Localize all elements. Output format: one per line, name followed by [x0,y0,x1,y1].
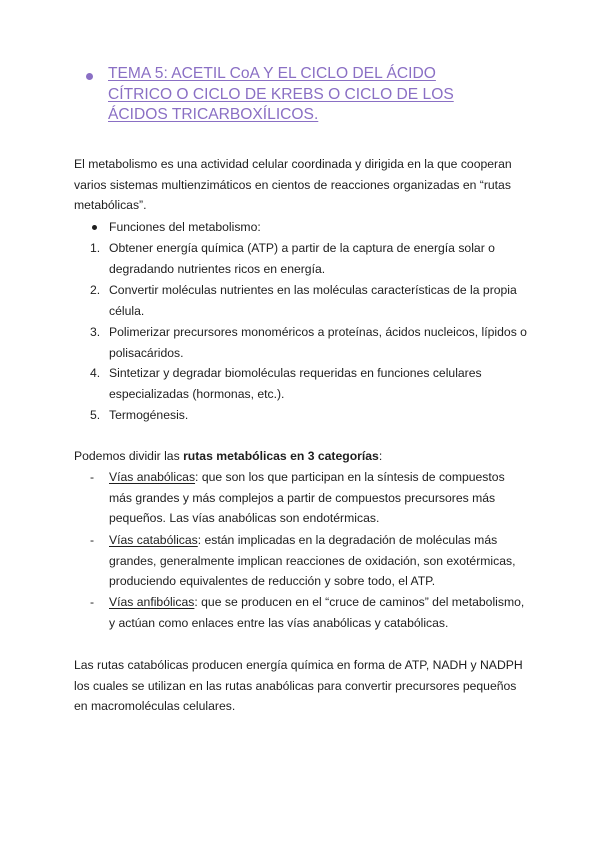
list-item-text: : están implicadas en la degradación de moléculas más [197,533,498,547]
dash-marker: - [90,595,95,609]
list-item-text: especializadas (hormonas, etc.). [109,386,285,401]
underlined-term: Vías catabólicas [109,533,198,547]
list-item-text: pequeños. Las vías anabólicas son endotérmicas. [109,511,380,526]
paragraph-line: varios sistemas multienzimáticos en cientos de reacciones organizadas en “rutas [74,177,511,192]
list-item-text: : que se producen en el “cruce de caminos” del metabolismo, [194,595,525,609]
paragraph-line: los cuales se utilizan en las rutas anabólicas para convertir precursores pequeños [74,678,517,693]
list-item-text: Obtener energía química (ATP) a partir de la captura de energía solar o [109,241,495,255]
bullet-icon [86,73,93,80]
intro-paragraph [74,154,544,216]
heading-text[interactable] [108,64,498,126]
heading-line: ÁCIDOS TRICARBOXÍLICOS. [108,106,319,123]
underlined-term: Vías anfibólicas [109,595,195,609]
list-number: 5. [90,408,101,422]
closing-paragraph [74,655,544,717]
heading-line: TEMA 5: ACETIL CoA Y EL CICLO DEL ÁCIDO [108,65,436,82]
dash-marker: - [90,533,95,547]
list-item-text: degradando nutrientes ricos en energía. [109,261,326,276]
list-item-text: : que son los que participan en la síntesis de compuestos [195,470,505,484]
list-number: 1. [90,241,101,255]
paragraph-line: Las rutas catabólicas producen energía química en forma de ATP, NADH y NADPH [74,658,523,672]
list-item-text: Funciones del metabolismo: [109,220,261,234]
list-item-text: más grandes y más complejos a partir de compuestos precursores más [109,490,496,505]
list-item-text: Termogénesis. [109,408,189,422]
heading-line: CÍTRICO O CICLO DE KREBS O CICLO DE LOS [108,85,454,103]
paragraph-line: metabólicas”. [74,198,147,213]
paragraph-line: El metabolismo es una actividad celular coordinada y dirigida en la que cooperan [74,157,512,171]
list-item-text: produciendo equivalentes de reducción y sobre todo, el ATP. [109,574,436,589]
list-item-text: Polimerizar precursores monoméricos a proteínas, ácidos nucleicos, lípidos o [109,325,527,339]
categories-intro [74,446,544,467]
underlined-term: Vías anabólicas [109,470,196,484]
bullet-icon [92,225,97,230]
text-run: Podemos dividir las [74,449,184,463]
list-number: 4. [90,366,101,380]
bold-text: rutas metabólicas en 3 categorías [183,449,379,463]
list-item-text: Sintetizar y degradar biomoléculas requeridas en funciones celulares [109,366,482,380]
list-item-text: y actúan como enlaces entre las vías anabólicas y catabólicas. [109,615,449,630]
list-item-text: polisacáridos. [109,345,184,360]
list-number: 2. [90,283,101,297]
paragraph-line: en macromoléculas celulares. [74,699,236,714]
list-item-text: grandes, generalmente implican reacciones de oxidación, son exotérmicas, [109,553,516,568]
list-item-text: célula. [109,303,145,318]
text-run: : [378,449,383,463]
list-number: 3. [90,325,101,339]
list-item-text: Convertir moléculas nutrientes en las moléculas características de la propia [109,283,517,297]
dash-marker: - [90,470,95,484]
